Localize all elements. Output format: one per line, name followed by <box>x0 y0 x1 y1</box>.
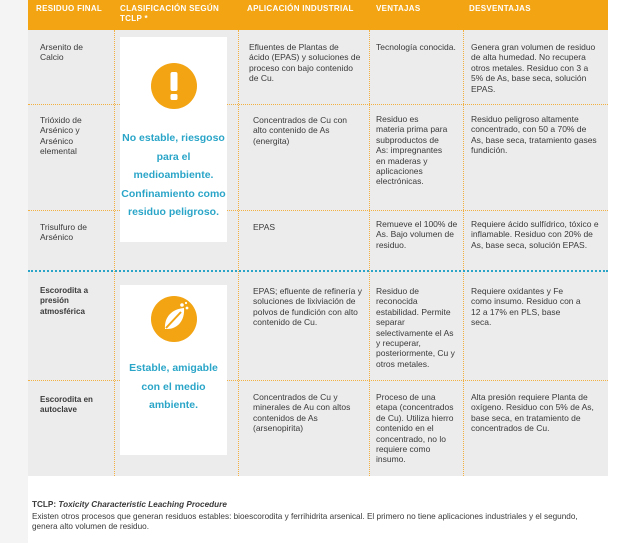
row5-aplicacion: Concentrados de Cu y minerales de Au con altos contenidos de As (arsenopirita) <box>253 392 351 434</box>
row3-aplicacion: EPAS <box>253 222 276 232</box>
row5-residuo: Escorodita en autoclave <box>40 395 93 415</box>
row2-aplicacion: Concentrados de Cu con alto contenido de As (energita) <box>253 115 348 146</box>
row5-ventajas: Proceso de una etapa (concentrados de Cu). Utiliza hierro contenido en el concentrado, no lo requiere como insumo. <box>376 392 454 465</box>
row1-desventajas: Genera gran volumen de residuo de alta humedad. No recupera otros metales. Residuo con 3 a 5% de As, base seca, solución EPAS. <box>471 42 596 94</box>
row2-ventajas: Residuo es materia prima para subproductos de As: impregnantes en maderas y aplicaciones electrónicas. <box>376 114 448 187</box>
row3-ventajas: Remueve el 100% de As. Bajo volumen de residuo. <box>376 219 458 250</box>
row1-residuo: Arsenito de Calcio <box>40 42 83 63</box>
row1-ventajas: Tecnología conocida. <box>376 42 456 52</box>
footnote-expansion: Toxicity Characteristic Leaching Procedure <box>58 500 227 509</box>
column-divider <box>238 30 239 476</box>
row2-desventajas: Residuo peligroso altamente concentrado, con 50 a 70% de As, base seca, tratamiento gases fundición. <box>471 114 597 156</box>
row2-residuo: Trióxido de Arsénico y Arsénico elemental <box>40 115 82 157</box>
stable-badge <box>151 296 197 342</box>
column-divider <box>369 30 370 476</box>
hazard-classification-text: No estable, riesgoso para el medioambiente. Confinamiento como residuo peligroso. <box>121 132 226 219</box>
column-divider <box>114 30 115 476</box>
footnote-abbrev: TCLP: <box>32 500 57 509</box>
row-divider <box>28 104 608 105</box>
row3-desventajas: Requiere ácido sulfídrico, tóxico e inflamable. Residuo con 20% de As, base seca, solución EPAS. <box>471 219 599 250</box>
row-divider <box>28 210 608 211</box>
row4-aplicacion: EPAS; efluente de refinería y soluciones de lixiviación de polvos de fundición con alto contenido de Cu. <box>253 286 362 328</box>
hazard-badge <box>151 63 197 109</box>
header-residuo-final: RESIDUO FINAL <box>36 4 103 13</box>
stable-classification-text: Estable, amigable con el medio ambiente. <box>129 362 218 412</box>
row3-residuo: Trisulfuro de Arsénico <box>40 222 87 243</box>
row-divider <box>28 380 608 381</box>
row4-ventajas: Residuo de reconocida estabilidad. Permite separar selectivamente el As y recuperar, posteriormente, Cu y otros metales. <box>376 286 455 369</box>
exclamation-icon <box>151 63 197 109</box>
table-header <box>28 0 608 30</box>
footnote-body: Existen otros procesos que generan residuos estables: bioescorodita y ferrihidrita arsenical. El primero no tiene aplicaciones industriales y el segundo, genera alto volumen de residuo. <box>32 512 578 532</box>
row5-desventajas: Alta presión requiere Planta de oxígeno. Residuo con 5% de As, base seca, en tratamiento de concentrados de Cu. <box>471 392 594 434</box>
left-margin <box>0 0 28 543</box>
row1-aplicacion: Efluentes de Plantas de ácido (EPAS) y soluciones de proceso con bajo contenido de Cu. <box>249 42 361 84</box>
row4-desventajas: Requiere oxidantes y Fe como insumo. Residuo con a 12 a 17% en PLS, base seca. <box>471 286 581 328</box>
column-divider <box>463 30 464 476</box>
arsenic-residue-table <box>28 0 608 476</box>
row4-residuo: Escorodita a presión atmosférica <box>40 286 89 316</box>
header-ventajas: VENTAJAS <box>376 4 421 13</box>
group-divider <box>28 270 608 272</box>
footnote-title <box>32 500 592 510</box>
header-desventajas: DESVENTAJAS <box>469 4 531 13</box>
leaf-icon <box>151 296 197 342</box>
header-aplicacion: APLICACIÓN INDUSTRIAL <box>247 4 354 13</box>
header-clasificacion: CLASIFICACIÓN SEGÚN TCLP * <box>120 4 220 23</box>
